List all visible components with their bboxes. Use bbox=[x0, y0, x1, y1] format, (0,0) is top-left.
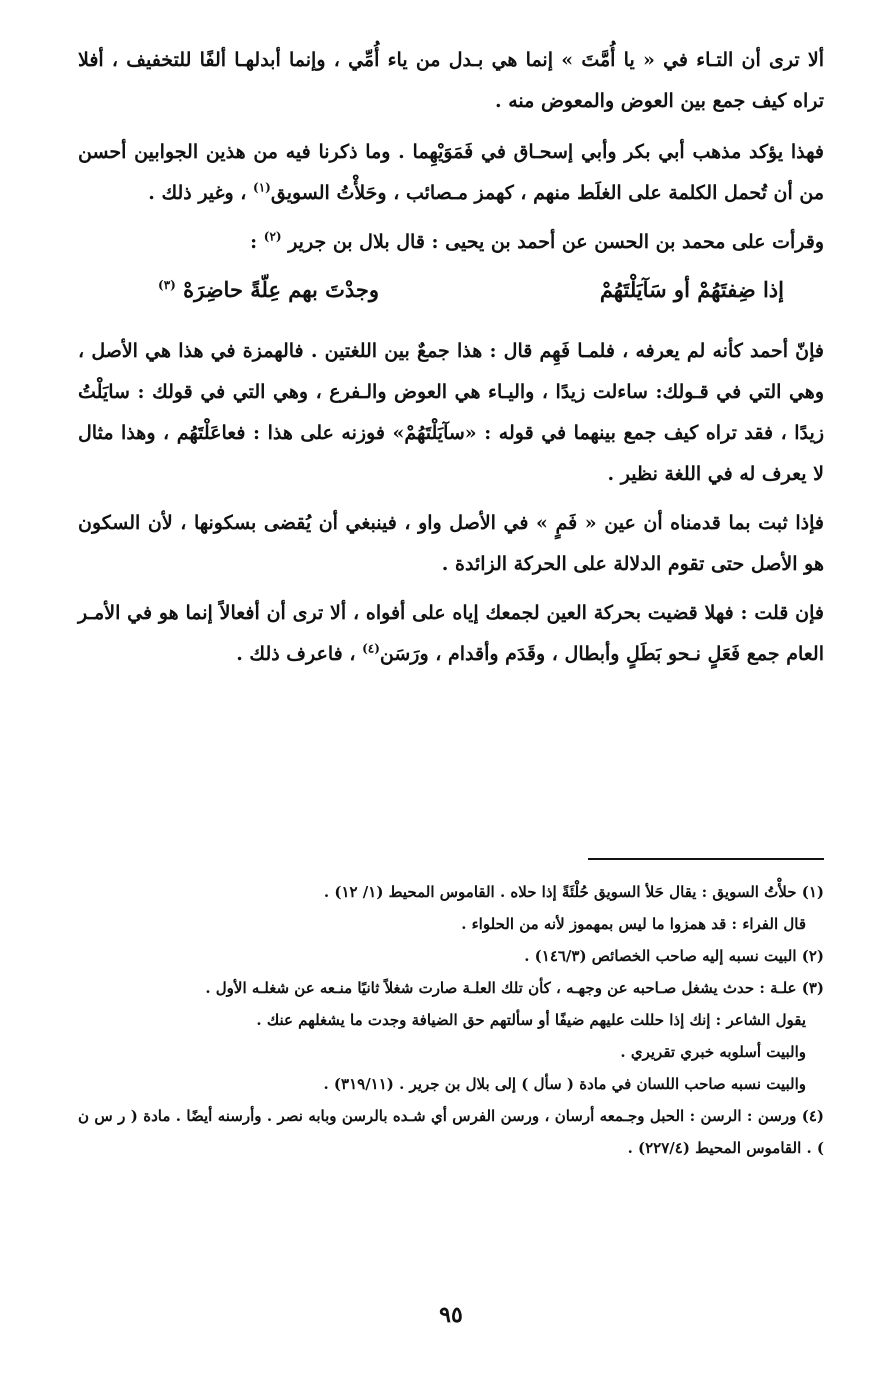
footnote-ref-4: (٤) bbox=[362, 641, 380, 656]
paragraph-4: فإذا ثبت بما قدمناه أن عين « فَمٍ » في الأصل واو ، فينبغي أن يُقضى بسكونها ، لأن السكون هو الأصل حتى تقوم الدلالة على الحركة الزائدة . bbox=[78, 512, 824, 575]
footnote-line: (١) حلأْتُ السويق : يقال حَلأ السويق حُلْئَةً إذا حلاه . القاموس المحيط (١/ ١٢) . bbox=[323, 883, 824, 901]
footnote-ref-1: (١) bbox=[253, 180, 271, 195]
footnote-line: والبيت نسبه صاحب اللسان في مادة ( سأل ) إلى بلال بن جرير . (٣١٩/١١) . bbox=[323, 1075, 806, 1093]
footnote-line: (٢) البيت نسبه إليه صاحب الخصائص (١٤٦/٣) . bbox=[524, 947, 824, 965]
book-page bbox=[78, 40, 824, 1328]
footnotes bbox=[78, 876, 824, 1164]
footnote-ref-3: (٣) bbox=[158, 278, 176, 292]
paragraph-5 bbox=[78, 593, 824, 675]
verse-intro-text: وقرأت على محمد بن الحسن عن أحمد بن يحيى : قال بلال بن جرير bbox=[288, 231, 824, 253]
verse-first-hemistich: إذا ضِفتَهُمْ أو سَآيَلْتَهُمْ bbox=[599, 277, 784, 302]
paragraph-1: ألا ترى أن التـاء في « يا أُمَّتَ » إنما هي بـدل من ياء أُمِّي ، وإنما أبدلهـا ألفًا للتخفيف ، أفلا تراه كيف جمع بين العوض والمعوض منه . bbox=[78, 49, 824, 112]
footnote-line: يقول الشاعر : إنك إذا حللت عليهم ضيفًا أو سألتهم حق الضيافة وجدت ما يشغلهم عنك . bbox=[256, 1011, 806, 1029]
page-number: ٩٥ bbox=[439, 1302, 463, 1328]
footnote-line: (٤) ورسن : الرسن : الحبل وجـمعه أرسان ، ورسن الفرس أي شـده بالرسن وبابه نصر . وأرسنه أيضًا . مادة ( ر س ن ) . القاموس المحيط (٢٢٧/٤) . bbox=[78, 1107, 824, 1157]
verse-intro bbox=[78, 222, 824, 263]
verse-intro-colon: : bbox=[250, 231, 258, 253]
poetry-verse bbox=[78, 263, 824, 321]
footnote-ref-2: (٢) bbox=[263, 229, 282, 244]
paragraph-3: فإنّ أحمد كأنه لم يعرفه ، فلمـا فَهِم قال : هذا جمعٌ بين اللغتين . فالهمزة في هذا هي الأصل ، وهي التي في قـولك: ساءلت زيدًا ، واليـاء هي العوض والـفرع ، وهي التي في قولك : سايَلْتُ زيدًا ، فقد تراه كيف جمع بينهما في قوله : «سآيَلْتَهُمْ» فوزنه على هذا : فعاعَلْتَهُم ، وهذا مثال لا يعرف له في اللغة نظير . bbox=[78, 340, 824, 485]
verse-second-hemistich bbox=[158, 267, 379, 321]
footnote-line: (٣) علـة : حدث يشغل صـاحبه عن وجهـه ، كأن تلك العلـة صارت شغلاً ثانيًا منـعه عن شغلـه الأول . bbox=[205, 979, 824, 997]
footnote-line: والبيت أسلوبه خبري تقريري . bbox=[620, 1043, 806, 1061]
paragraph-5-text: فإن قلت : فهلا قضيت بحركة العين لجمعك إياه على أفواه ، ألا ترى أن أفعالاً إنما هو في الأمـر العام جمع فَعَلٍ نـحو بَطَلٍ وأبطال ، وقَدَم وأقدام ، ورَسَن bbox=[78, 602, 824, 665]
footnote-separator bbox=[588, 858, 824, 860]
paragraph-5-end: ، فاعرف ذلك . bbox=[236, 643, 356, 665]
paragraph-2 bbox=[78, 132, 824, 214]
paragraph-2-end: ، وغير ذلك . bbox=[148, 182, 247, 204]
footnote-line: قال الفراء : قد همزوا ما ليس بمهموز لأنه من الحلواء . bbox=[461, 915, 806, 933]
paragraph-2-text: فهذا يؤكد مذهب أبي بكر وأبي إسحـاق في فَمَوَيْهِما . وما ذكرنا فيه من هذين الجوابين أحسن من أن تُحمل الكلمة على الغلَط منهم ، كهمز مـصائب ، وحَلأْتُ السويق bbox=[78, 141, 824, 204]
verse-second-text: وجدْتَ بهم عِلّةً حاضِرَهْ bbox=[183, 277, 380, 302]
